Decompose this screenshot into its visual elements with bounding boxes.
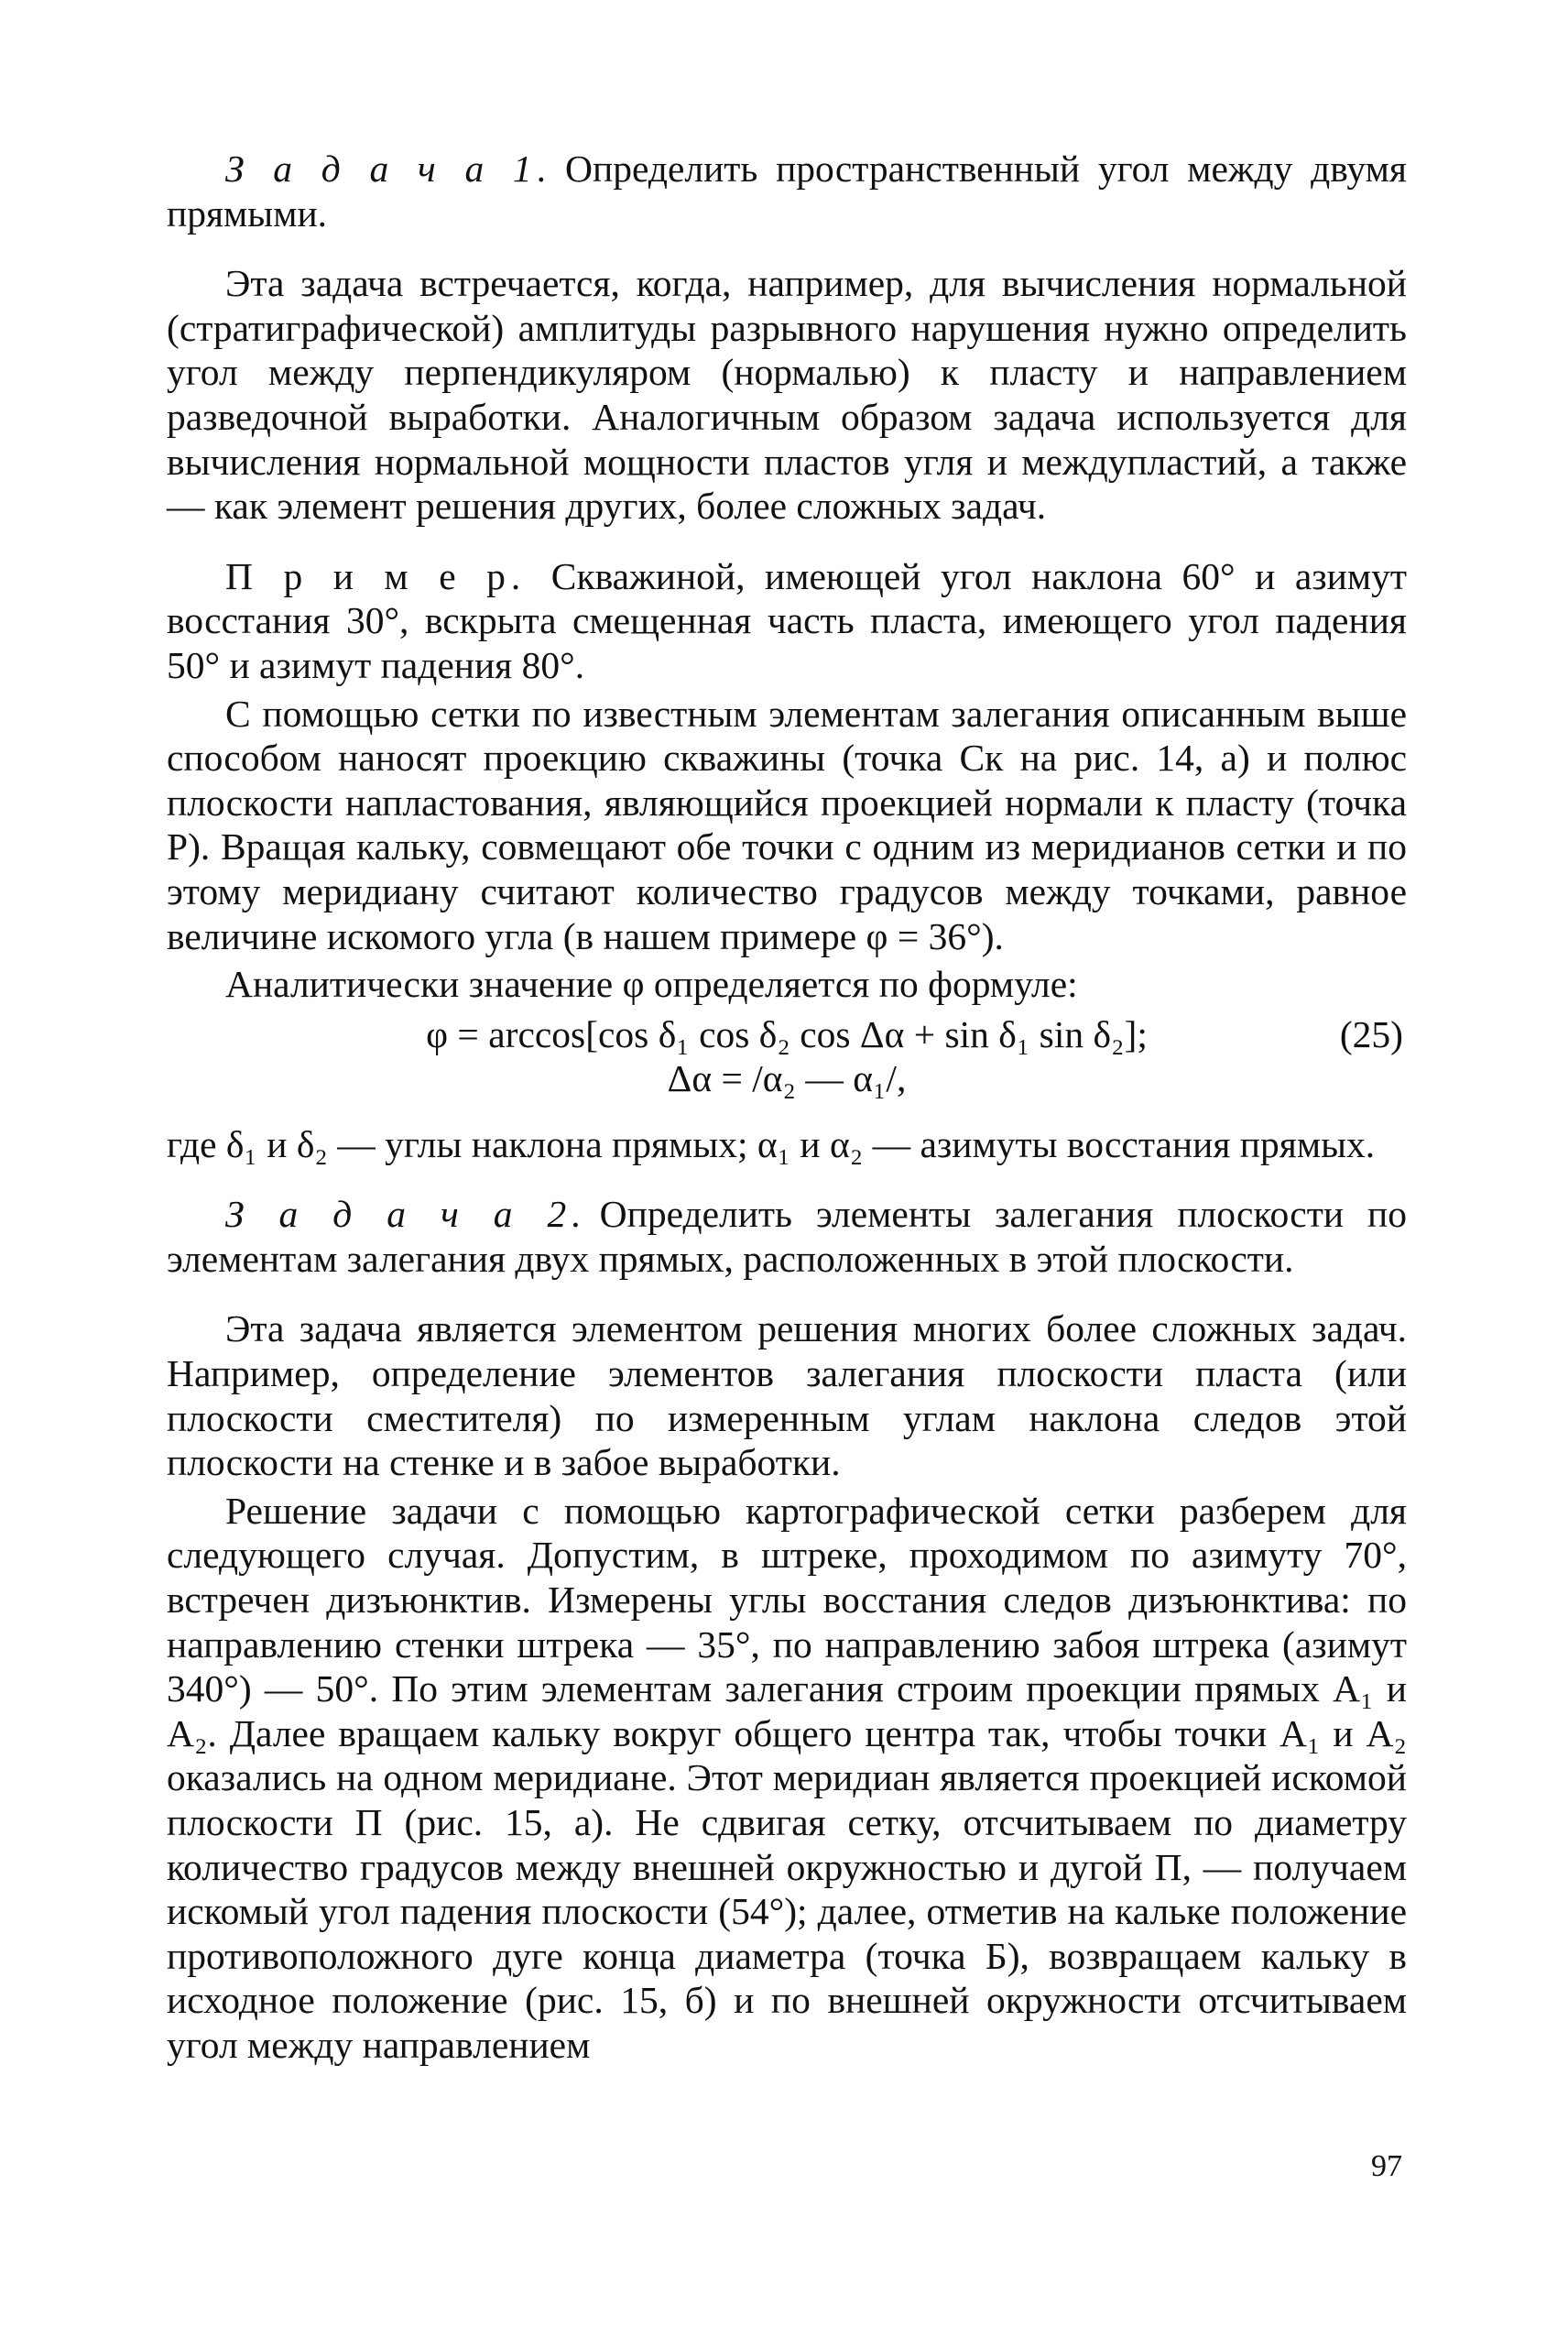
page-number: 97 — [1371, 2149, 1402, 2183]
task2-text: Определить элементы залегания плоскости по элементам залегания двух прямых, расположенных в этой плоскости. — [167, 1193, 1407, 1280]
formula-number: (25) — [1339, 1012, 1403, 1055]
analytic-intro: Аналитически значение φ определяется по формуле: — [225, 963, 1078, 1006]
formula-25 — [167, 1011, 1407, 1102]
task2-paragraph — [167, 1192, 1407, 1281]
task2-solution: Решение задачи с помощью картографической сетки разберем для следующего случая. Допустим, в штреке, проходимом по азимуту 70°, встречен дизъюнктив. Измерены углы восстания следов дизъюнктива: по направлению стенки штрека — 35°, по направлению забоя штрека (азимут 340°) — 50°. По этим элементам залегания строим проекции прямых A₁ и A₂. Далее вращаем кальку вокруг общего центра так, чтобы точки A₁ и A₂ оказались на одном меридиане. Этот меридиан является проекцией искомой плоскости П (рис. 15, а). Не сдвигая сетку, отсчитываем по диаметру количество градусов между внешней окружностью и дугой П, — получаем искомый угол падения плоскости (54°); далее, отметив на кальке положение противоположного дуге конца диаметра (точка Б), возвращаем кальку в исходное положение (рис. 15, б) и по внешней окружности отсчитываем угол между направлением — [167, 1489, 1407, 2066]
formula-line-1: φ = arccos[cos δ₁ cos δ₂ cos Δα + sin δ₁ sin δ₂]; — [426, 1012, 1148, 1055]
task1-explanation: Эта задача встречается, когда, например, для вычисления нормальной (стратиграфической) амплитуды разрывного нарушения нужно определить угол между перпендикуляром (нормалью) к пласту и направлением разведочной выработки. Аналогичным образом задача используется для вычисления нормальной мощности пластов угля и междупластий, а также — как элемент решения других, более сложных задач. — [167, 262, 1407, 528]
formula-legend: где δ₁ и δ₂ — углы наклона прямых; α₁ и α₂ — азимуты восстания прямых. — [167, 1122, 1376, 1165]
formula-line-2: Δα = /α₂ — α₁/, — [667, 1056, 907, 1099]
task2-explanation: Эта задача является элементом решения многих более сложных задач. Например, определение элементов залегания плоскости пласта (или плоскости сместителя) по измеренным углам наклона следов этой плоскости на стенке и в забое выработки. — [167, 1307, 1407, 1484]
grid-method-paragraph: С помощью сетки по известным элементам залегания описанным выше способом наносят проекцию скважины (точка Cк на рис. 14, а) и полюс плоскости напластования, являющийся проекцией нормали к пласту (точка P). Вращая кальку, совмещают обе точки с одним из меридианов сетки и по этому меридиану считают количество градусов между точками, равное величине искомого угла (в нашем примере φ = 36°). — [167, 692, 1407, 957]
example-paragraph — [167, 554, 1407, 688]
example-text: Скважиной, имеющей угол наклона 60° и азимут восстания 30°, вскрыта смещенная часть пласта, имеющего угол падения 50° и азимут падения 80°. — [167, 554, 1407, 686]
task2-label: З а д а ч а 2. — [225, 1193, 587, 1236]
task1-paragraph — [167, 147, 1407, 235]
task1-label: З а д а ч а 1. — [225, 147, 553, 190]
example-label: П р и м е р. — [225, 554, 527, 597]
book-page — [167, 147, 1407, 2068]
task1-text: Определить пространственный угол между двумя прямыми. — [167, 147, 1407, 235]
